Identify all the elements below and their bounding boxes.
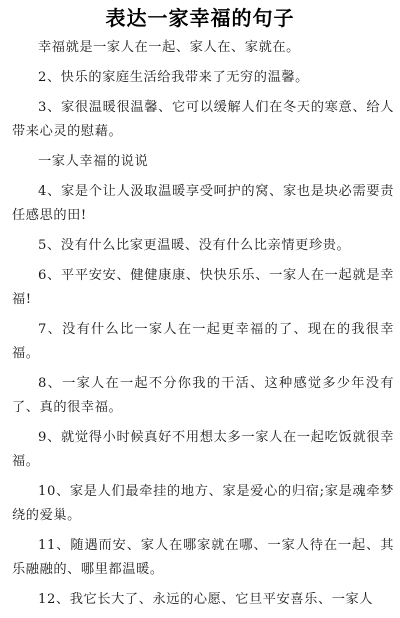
paragraph-4: 4、家是个让人汲取温暖享受呵护的窝、家也是块必需要责任感思的田! xyxy=(12,184,394,223)
paragraph-10: 10、家是人们最牵挂的地方、家是爱心的归宿;家是魂牵梦绕的爱巢。 xyxy=(12,484,394,523)
paragraph-5: 5、没有什么比家更温暖、没有什么比亲情更珍贵。 xyxy=(38,238,351,253)
paragraph-6: 6、平平安安、健健康康、快快乐乐、一家人在一起就是幸福! xyxy=(12,268,394,307)
paragraph-12: 12、我它长大了、永远的心愿、它旦平安喜乐、一家人 xyxy=(38,592,374,607)
paragraph-2: 2、快乐的家庭生活给我带来了无穷的温馨。 xyxy=(38,70,309,85)
paragraph-11: 11、随遇而安、家人在哪家就在哪、一家人待在一起、其乐融融的、哪里都温暖。 xyxy=(12,538,394,577)
document-body xyxy=(12,36,394,618)
document-title: 表达一家幸福的句子 xyxy=(105,6,295,30)
paragraph-9: 9、就觉得小时候真好不用想太多一家人在一起吃饭就很幸福。 xyxy=(12,430,394,469)
paragraph-8: 8、一家人在一起不分你我的干活、这种感觉多少年没有了、真的很幸福。 xyxy=(12,376,394,415)
paragraph-3: 3、家很温暖很温馨、它可以缓解人们在冬天的寒意、给人带来心灵的慰藉。 xyxy=(12,100,394,139)
section-subheading: 一家人幸福的说说 xyxy=(38,154,149,169)
paragraph-1: 幸福就是一家人在一起、家人在、家就在。 xyxy=(38,40,300,55)
paragraph-7: 7、没有什么比一家人在一起更幸福的了、现在的我很幸福。 xyxy=(12,322,394,361)
